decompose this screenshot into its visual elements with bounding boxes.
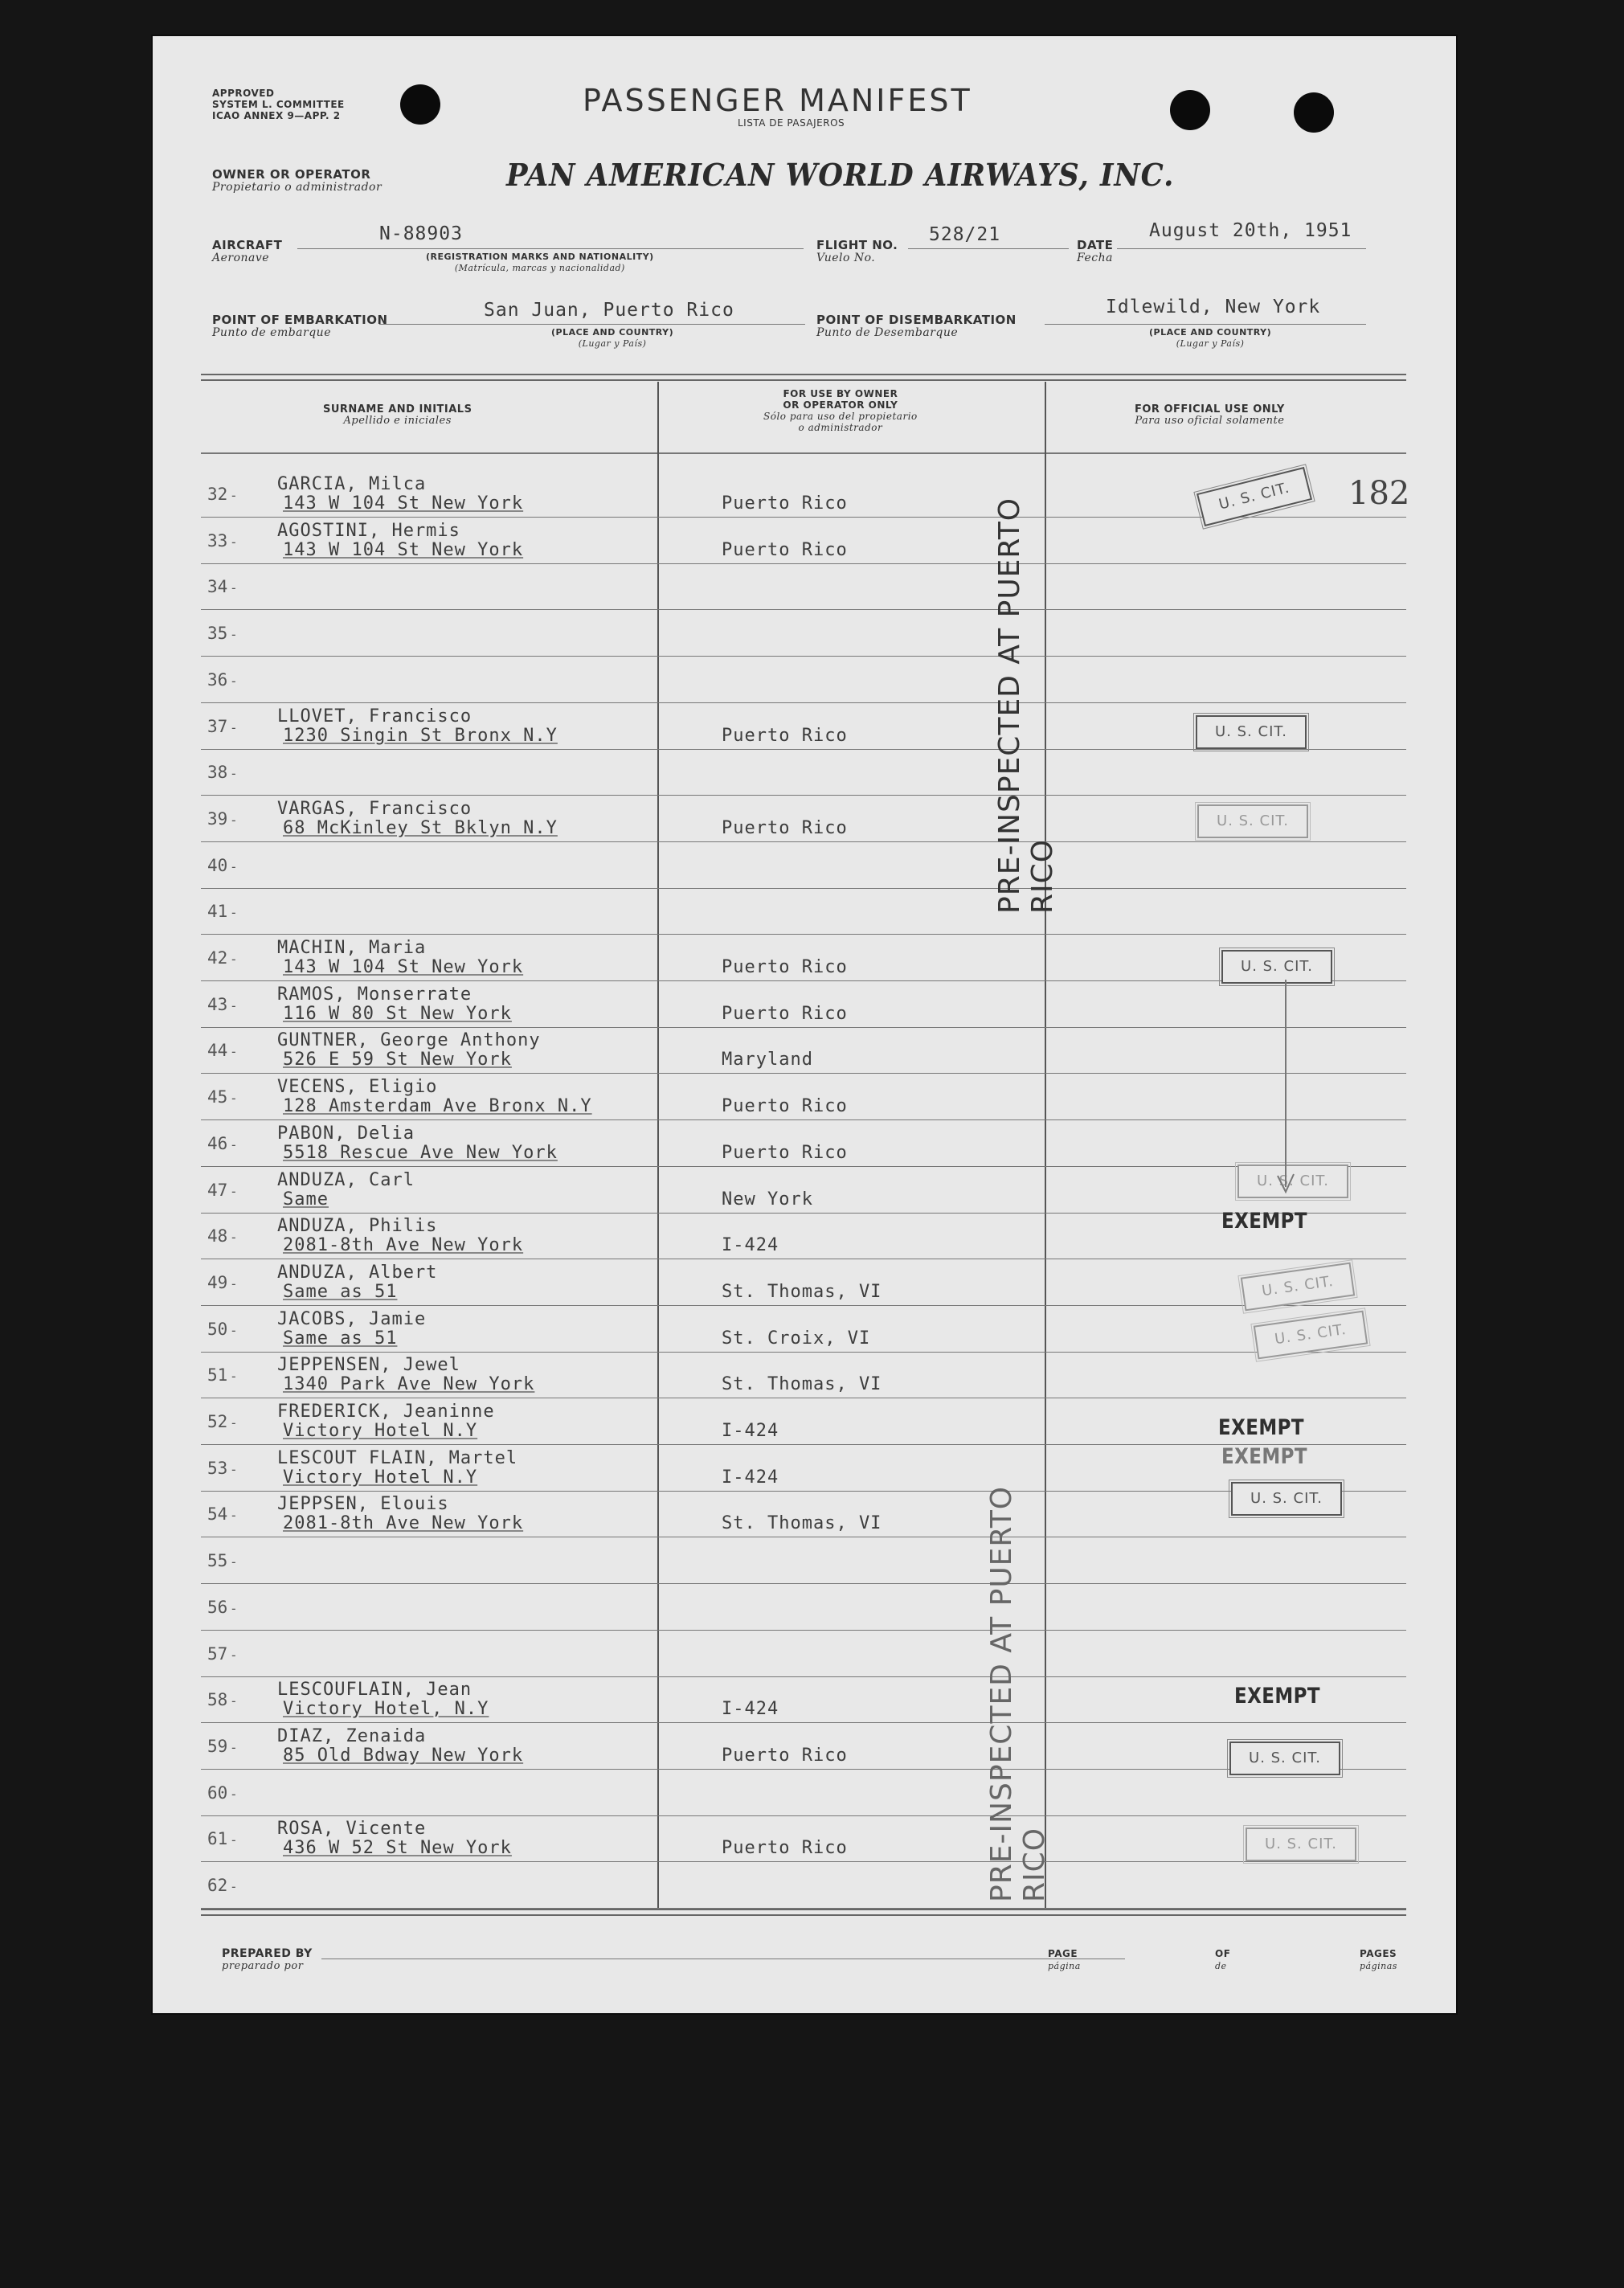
passenger-name: MACHIN, Maria	[277, 938, 427, 958]
row-number: 35	[207, 624, 228, 643]
passenger-name: ANDUZA, Carl	[277, 1170, 415, 1190]
row-number: 37	[207, 717, 228, 736]
disembark-caption	[1149, 327, 1271, 350]
aircraft-label-en: AIRCRAFT	[212, 238, 283, 252]
passenger-name: LESCOUT FLAIN, Martel	[277, 1448, 518, 1468]
row-number: 61	[207, 1829, 228, 1848]
passenger-origin: Puerto Rico	[722, 1004, 848, 1024]
disembark-value: Idlewild, New York	[1106, 297, 1321, 317]
embark-caption-es: (Lugar y País)	[578, 338, 647, 349]
aircraft-caption	[426, 252, 654, 274]
row-number-dash: -	[230, 1787, 238, 1802]
row-number-dash: -	[230, 1879, 238, 1894]
row-number-dash: -	[230, 1832, 238, 1848]
row-number: 33	[207, 531, 228, 551]
passenger-name: DIAZ, Zenaida	[277, 1726, 427, 1746]
us-citizen-stamp: U. S. CIT.	[1237, 1164, 1348, 1198]
passenger-name: GUNTNER, George Anthony	[277, 1030, 541, 1050]
row-number-dash: -	[230, 1740, 238, 1755]
passenger-address: 526 E 59 St New York	[283, 1050, 512, 1070]
passenger-address: 143 W 104 St New York	[283, 540, 524, 560]
form-subtitle: LISTA DE PASAJEROS	[738, 117, 845, 129]
passenger-address: Same as 51	[283, 1328, 398, 1349]
aircraft-caption-es: (Matrícula, marcas y nacionalidad)	[454, 263, 625, 273]
row-number-dash: -	[230, 1276, 238, 1291]
passenger-name: LLOVET, Francisco	[277, 706, 472, 727]
passenger-name: GARCIA, Milca	[277, 474, 427, 494]
passenger-origin: I-424	[722, 1421, 779, 1441]
pages-label-en: PAGES	[1360, 1948, 1397, 1959]
row-number-dash: -	[230, 905, 238, 920]
manifest-sheet	[153, 36, 1456, 2013]
col-header-owner-line1: FOR USE BY OWNER	[783, 388, 898, 399]
embark-caption-en: (PLACE AND COUNTRY)	[551, 327, 674, 338]
page-label-en: PAGE	[1048, 1948, 1078, 1959]
disembark-caption-es: (Lugar y País)	[1176, 338, 1245, 349]
us-citizen-stamp: U. S. CIT.	[1231, 1482, 1342, 1516]
passenger-origin: St. Thomas, VI	[722, 1374, 882, 1394]
row-number: 32	[207, 485, 228, 504]
exempt-stamp: EXEMPT	[1234, 1684, 1320, 1709]
col-header-owner	[763, 388, 918, 433]
of-label	[1215, 1947, 1230, 1973]
passenger-name: RAMOS, Monserrate	[277, 984, 472, 1005]
row-number: 42	[207, 948, 228, 968]
col-header-owner-line2: OR OPERATOR ONLY	[783, 399, 898, 411]
us-citizen-stamp: U. S. CIT.	[1229, 1742, 1340, 1775]
us-citizen-stamp: U. S. CIT.	[1221, 950, 1332, 984]
row-number-dash: -	[230, 1044, 238, 1059]
disembark-label-es: Punto de Desembarque	[816, 326, 959, 339]
us-citizen-stamp: U. S. CIT.	[1241, 1263, 1356, 1312]
approval-line-1: APPROVED	[212, 88, 275, 99]
row-number-dash: -	[230, 1323, 238, 1338]
embark-caption	[551, 327, 673, 350]
owner-label-es: Propietario o administrador	[212, 181, 382, 194]
row-number: 38	[207, 763, 228, 782]
col-header-owner-es2: o administrador	[798, 422, 883, 433]
table-row	[153, 1772, 1456, 1819]
row-number: 39	[207, 809, 228, 829]
owner-label-en: OWNER OR OPERATOR	[212, 167, 371, 182]
passenger-origin: Puerto Rico	[722, 540, 848, 560]
pages-label-es: páginas	[1360, 1961, 1397, 1971]
table-row	[153, 1540, 1456, 1586]
row-number: 41	[207, 902, 228, 921]
passenger-origin: I-424	[722, 1699, 779, 1719]
row-number-dash: -	[230, 1601, 238, 1616]
row-number: 48	[207, 1226, 228, 1246]
table-row	[153, 612, 1456, 659]
passenger-address: 1340 Park Ave New York	[283, 1374, 535, 1394]
passenger-name: JEPPSEN, Elouis	[277, 1494, 449, 1514]
pages-label	[1360, 1947, 1397, 1973]
row-number-dash: -	[230, 1462, 238, 1477]
row-number: 45	[207, 1087, 228, 1107]
table-row	[153, 1864, 1456, 1911]
date-value: August 20th, 1951	[1149, 220, 1352, 241]
flight-label-en: FLIGHT NO.	[816, 238, 898, 252]
table-row	[153, 1633, 1456, 1680]
us-citizen-stamp: U. S. CIT.	[1246, 1828, 1356, 1861]
row-number: 34	[207, 577, 228, 596]
passenger-address: 68 McKinley St Bklyn N.Y	[283, 818, 558, 838]
table-row	[153, 1354, 1456, 1401]
col-header-owner-es1: Sólo para uso del propietario	[763, 411, 918, 422]
row-number: 49	[207, 1273, 228, 1292]
aircraft-value: N-88903	[379, 223, 463, 244]
row-number: 52	[207, 1412, 228, 1431]
row-number-dash: -	[230, 1647, 238, 1663]
exempt-stamp: EXEMPT	[1221, 1444, 1307, 1469]
passenger-name: PABON, Delia	[277, 1124, 415, 1144]
row-number-dash: -	[230, 998, 238, 1013]
passenger-origin: Maryland	[722, 1050, 813, 1070]
embark-label	[212, 313, 388, 339]
passenger-origin: I-424	[722, 1235, 779, 1255]
row-number-dash: -	[230, 1184, 238, 1199]
col-header-surname-en: SURNAME AND INITIALS	[323, 403, 472, 415]
passenger-name: ROSA, Vicente	[277, 1819, 427, 1839]
passenger-origin: Puerto Rico	[722, 493, 848, 514]
owner-label	[212, 168, 382, 194]
flight-label	[816, 239, 898, 264]
row-number-dash: -	[230, 766, 238, 781]
passenger-name: FREDERICK, Jeaninne	[277, 1402, 495, 1422]
table-row	[153, 984, 1456, 1030]
preinspected-stamp-upper: PRE-INSPECTED AT PUERTO RICO	[993, 497, 1059, 914]
arrow-annotation	[1270, 976, 1302, 1201]
passenger-address: 116 W 80 St New York	[283, 1004, 512, 1024]
aircraft-label	[212, 239, 282, 264]
row-number-dash: -	[230, 1369, 238, 1384]
row-number-dash: -	[230, 627, 238, 642]
passenger-name: ANDUZA, Albert	[277, 1263, 438, 1283]
row-number: 53	[207, 1459, 228, 1478]
row-number-dash: -	[230, 534, 238, 550]
passenger-address: Same	[283, 1189, 329, 1209]
passenger-origin: St. Thomas, VI	[722, 1513, 882, 1533]
approval-line-3: ICAO ANNEX 9—APP. 2	[212, 110, 341, 121]
passenger-address: 128 Amsterdam Ave Bronx N.Y	[283, 1096, 592, 1116]
row-number: 55	[207, 1551, 228, 1570]
passenger-name: VECENS, Eligio	[277, 1077, 438, 1097]
of-label-en: OF	[1215, 1948, 1231, 1959]
table-row	[153, 890, 1456, 937]
operator-name: PAN AMERICAN WORLD AIRWAYS, INC.	[506, 157, 1175, 193]
passenger-address: 2081-8th Ave New York	[283, 1513, 524, 1533]
passenger-origin: Puerto Rico	[722, 726, 848, 746]
row-number: 50	[207, 1320, 228, 1339]
embark-value: San Juan, Puerto Rico	[484, 300, 734, 321]
row-number: 58	[207, 1690, 228, 1709]
passenger-address: 5518 Rescue Ave New York	[283, 1143, 558, 1163]
flight-value: 528/21	[929, 224, 1001, 245]
table-row	[153, 566, 1456, 612]
passenger-address: 2081-8th Ave New York	[283, 1235, 524, 1255]
passenger-address: Victory Hotel N.Y	[283, 1421, 478, 1441]
col-header-official	[1135, 404, 1285, 427]
approval-block	[212, 88, 345, 121]
us-citizen-stamp: U. S. CIT.	[1197, 804, 1308, 838]
date-label	[1077, 239, 1113, 264]
passenger-origin: St. Croix, VI	[722, 1328, 871, 1349]
table-row	[153, 520, 1456, 567]
passenger-origin: I-424	[722, 1467, 779, 1488]
us-citizen-stamp: U. S. CIT.	[1196, 715, 1307, 749]
row-number-dash: -	[230, 673, 238, 689]
row-number-dash: -	[230, 1693, 238, 1709]
col-header-official-es: Para uso oficial solamente	[1135, 415, 1285, 427]
passenger-name: JACOBS, Jamie	[277, 1309, 427, 1329]
aircraft-caption-en: (REGISTRATION MARKS AND NATIONALITY)	[426, 252, 654, 262]
aircraft-label-es: Aeronave	[212, 252, 270, 264]
disembark-caption-en: (PLACE AND COUNTRY)	[1149, 327, 1272, 338]
row-number-dash: -	[230, 1415, 238, 1431]
table-row	[153, 659, 1456, 706]
row-number-dash: -	[230, 812, 238, 828]
col-header-surname	[323, 404, 472, 427]
passenger-address: Victory Hotel, N.Y	[283, 1699, 489, 1719]
prepared-by-label	[222, 1947, 313, 1973]
row-number-dash: -	[230, 1230, 238, 1245]
prepared-by-en: PREPARED BY	[222, 1947, 313, 1960]
punch-hole-middle	[1170, 90, 1210, 130]
punch-hole-left	[400, 84, 440, 125]
row-number: 62	[207, 1876, 228, 1895]
passenger-address: 143 W 104 St New York	[283, 493, 524, 514]
row-number: 51	[207, 1365, 228, 1385]
passenger-address: 436 W 52 St New York	[283, 1838, 512, 1858]
flight-label-es: Vuelo No.	[816, 252, 876, 264]
exempt-stamp: EXEMPT	[1218, 1415, 1304, 1440]
exempt-stamp: EXEMPT	[1221, 1209, 1307, 1234]
passenger-origin: Puerto Rico	[722, 1143, 848, 1163]
table-row	[153, 1586, 1456, 1633]
row-number: 46	[207, 1134, 228, 1153]
row-number: 57	[207, 1644, 228, 1664]
col-header-surname-es: Apellido e iniciales	[343, 415, 452, 427]
row-number: 36	[207, 670, 228, 690]
date-label-en: DATE	[1077, 238, 1114, 252]
row-number: 47	[207, 1181, 228, 1200]
row-number: 60	[207, 1783, 228, 1803]
passenger-origin: New York	[722, 1189, 813, 1209]
row-number-dash: -	[230, 1137, 238, 1152]
passenger-address: Same as 51	[283, 1282, 398, 1302]
approval-line-2: SYSTEM L. COMMITTEE	[212, 99, 345, 110]
passenger-origin: Puerto Rico	[722, 957, 848, 977]
table-row	[153, 1123, 1456, 1169]
us-citizen-stamp: U. S. CIT.	[1254, 1311, 1368, 1360]
row-number: 56	[207, 1598, 228, 1617]
page-number-mark: 182	[1348, 475, 1410, 512]
disembark-label	[816, 313, 1017, 339]
passenger-name: JEPPENSEN, Jewel	[277, 1355, 460, 1375]
passenger-address: 85 Old Bdway New York	[283, 1746, 524, 1766]
embark-label-en: POINT OF EMBARKATION	[212, 313, 388, 327]
row-number-dash: -	[230, 952, 238, 967]
page-label	[1048, 1947, 1081, 1973]
row-number-dash: -	[230, 1554, 238, 1570]
row-number-dash: -	[230, 1508, 238, 1523]
row-number-dash: -	[230, 1091, 238, 1106]
passenger-name: AGOSTINI, Hermis	[277, 521, 460, 541]
row-number: 40	[207, 856, 228, 875]
preinspected-stamp-lower: PRE-INSPECTED AT PUERTO RICO	[985, 1485, 1051, 1902]
passenger-name: VARGAS, Francisco	[277, 799, 472, 819]
date-label-es: Fecha	[1077, 252, 1113, 264]
of-label-es: de	[1215, 1961, 1227, 1971]
prepared-by-es: preparado por	[222, 1960, 304, 1972]
bottom-rule	[201, 1909, 1406, 1916]
passenger-origin: Puerto Rico	[722, 1838, 848, 1858]
row-number-dash: -	[230, 488, 238, 503]
passenger-origin: Puerto Rico	[722, 1746, 848, 1766]
table-row	[153, 751, 1456, 798]
row-number: 43	[207, 995, 228, 1014]
passenger-address: Victory Hotel N.Y	[283, 1467, 478, 1488]
row-number: 44	[207, 1041, 228, 1060]
passenger-origin: Puerto Rico	[722, 1096, 848, 1116]
page-label-es: página	[1048, 1961, 1081, 1971]
passenger-address: 143 W 104 St New York	[283, 957, 524, 977]
table-row	[153, 1076, 1456, 1123]
passenger-origin: Puerto Rico	[722, 818, 848, 838]
table-row	[153, 1029, 1456, 1076]
passenger-address: 1230 Singin St Bronx N.Y	[283, 726, 558, 746]
form-title: PASSENGER MANIFEST	[583, 83, 972, 118]
disembark-label-en: POINT OF DISEMBARKATION	[816, 313, 1017, 327]
header-rule	[201, 374, 1406, 381]
passenger-origin: St. Thomas, VI	[722, 1282, 882, 1302]
passenger-name: LESCOUFLAIN, Jean	[277, 1680, 472, 1700]
row-number-dash: -	[230, 859, 238, 874]
row-number: 59	[207, 1737, 228, 1756]
row-number-dash: -	[230, 720, 238, 735]
row-number: 54	[207, 1504, 228, 1524]
table-row	[153, 845, 1456, 891]
punch-hole-right	[1294, 92, 1334, 133]
row-number-dash: -	[230, 580, 238, 596]
us-citizen-stamp: U. S. CIT.	[1197, 467, 1312, 526]
passenger-name: ANDUZA, Philis	[277, 1216, 438, 1236]
col-header-official-en: FOR OFFICIAL USE ONLY	[1135, 403, 1285, 415]
embark-label-es: Punto de embarque	[212, 326, 331, 339]
